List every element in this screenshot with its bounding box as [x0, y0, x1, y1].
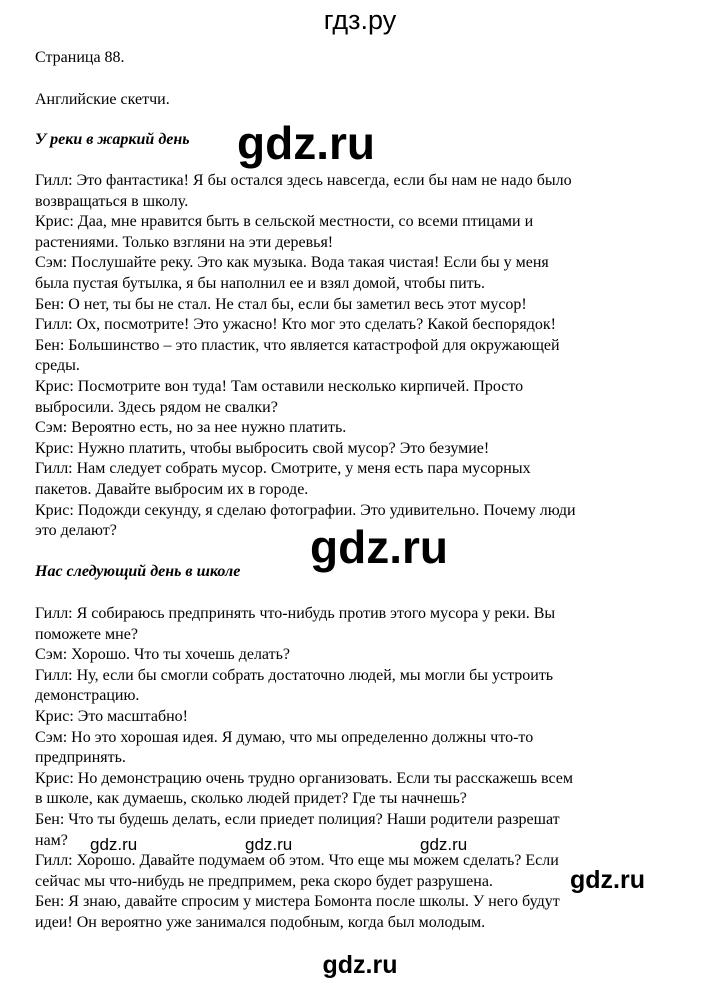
dialogue-line: Сэм: Послушайте реку. Это как музыка. Вода такая чистая! Если бы у меня: [35, 254, 549, 272]
dialogue-line: Бен: Я знаю, давайте спросим у мистера Бомонта после школы. У него будут: [35, 893, 560, 911]
dialogue-line: Крис: Даа, мне нравится быть в сельской местности, со всеми птицами и: [35, 213, 534, 231]
dialogue-line: поможете мне?: [35, 625, 138, 643]
dialogue-line: Гилл: Это фантастика! Я бы остался здесь навсегда, если бы нам не надо было: [35, 172, 572, 189]
dialogue-line: возвращаться в школу.: [35, 192, 189, 210]
dialogue-line: нам?: [35, 831, 68, 849]
dialogue-line: Гилл: Хорошо. Давайте подумаем об этом. Что еще мы можем сделать? Если: [35, 852, 559, 870]
dialogue-line: Гилл: Я собираюсь предпринять что-нибудь против этого мусора у реки. Вы: [35, 605, 556, 622]
dialogue-line: Крис: Нужно платить, чтобы выбросить свой мусор? Это безумие!: [35, 439, 490, 457]
dialogue-line: Крис: Посмотрите вон туда! Там оставили несколько кирпичей. Просто: [35, 377, 524, 395]
watermark-medium-right: gdz.ru: [570, 866, 645, 894]
watermark-small-right: gdz.ru: [420, 835, 468, 854]
dialogue-line: демонстрацию.: [35, 687, 140, 705]
watermark-small-center: gdz.ru: [245, 835, 293, 854]
dialogue-line: Гилл: Ну, если бы смогли собрать достаточно людей, мы могли бы устроить: [35, 666, 554, 684]
dialogue-river: [35, 171, 675, 542]
dialogue-line: это делают?: [35, 522, 117, 540]
document-subtitle: Английские скетчи.: [35, 91, 170, 108]
dialogue-line: предпринять.: [35, 749, 126, 767]
watermark-medium-bottom: gdz.ru: [322, 951, 398, 979]
dialogue-line: Бен: Что ты будешь делать, если приедет полиция? Наши родители разрешат: [35, 810, 560, 828]
watermark-small-left: gdz.ru: [90, 835, 138, 854]
dialogue-line: растениями. Только взгляни на эти деревья!: [35, 233, 334, 251]
dialogue-line: Сэм: Но это хорошая идея. Я думаю, что мы определенно должны что-то: [35, 728, 534, 746]
dialogue-line: Крис: Подожди секунду, я сделаю фотографии. Это удивительно. Почему люди: [35, 501, 576, 519]
dialogue-line: в школе, как думаешь, сколько людей придет? Где ты начнешь?: [35, 790, 467, 808]
dialogue-line: идеи! Он вероятно уже занимался подобным, когда был молодым.: [35, 913, 486, 931]
page-label: Страница 88.: [35, 49, 125, 66]
site-header-logo[interactable]: гдз.ру: [323, 5, 397, 35]
dialogue-line: Сэм: Вероятно есть, но за нее нужно платить.: [35, 419, 347, 437]
dialogue-line: Бен: Большинство – это пластик, что является катастрофой для окружающей: [35, 336, 560, 354]
dialogue-line: Крис: Но демонстрацию очень трудно организовать. Если ты расскажешь всем: [35, 769, 573, 787]
section-heading-river: У реки в жаркий день: [35, 131, 190, 148]
dialogue-line: выбросили. Здесь рядом не свалки?: [35, 398, 278, 416]
dialogue-line: Крис: Это масштабно!: [35, 707, 188, 725]
section-heading-school: Нас следующий день в школе: [35, 563, 241, 580]
watermark-large-middle: gdz.ru: [310, 521, 448, 573]
watermark-large-top: gdz.ru: [237, 117, 375, 169]
dialogue-line: Сэм: Хорошо. Что ты хочешь делать?: [35, 646, 290, 664]
dialogue-line: Гилл: Ох, посмотрите! Это ужасно! Кто мог это сделать? Какой беспорядок!: [35, 316, 556, 334]
dialogue-line: пакетов. Давайте выбросим их в городе.: [35, 480, 309, 498]
dialogue-line: сейчас мы что-нибудь не предпримем, река скоро будет разрушена.: [35, 872, 493, 890]
dialogue-line: Бен: О нет, ты бы не стал. Не стал бы, если бы заметил весь этот мусор!: [35, 295, 527, 313]
dialogue-line: была пустая бутылка, я бы наполнил ее и взял домой, чтобы пить.: [35, 274, 485, 292]
dialogue-line: среды.: [35, 357, 80, 375]
dialogue-line: Гилл: Нам следует собрать мусор. Смотрите, у меня есть пара мусорных: [35, 460, 531, 478]
